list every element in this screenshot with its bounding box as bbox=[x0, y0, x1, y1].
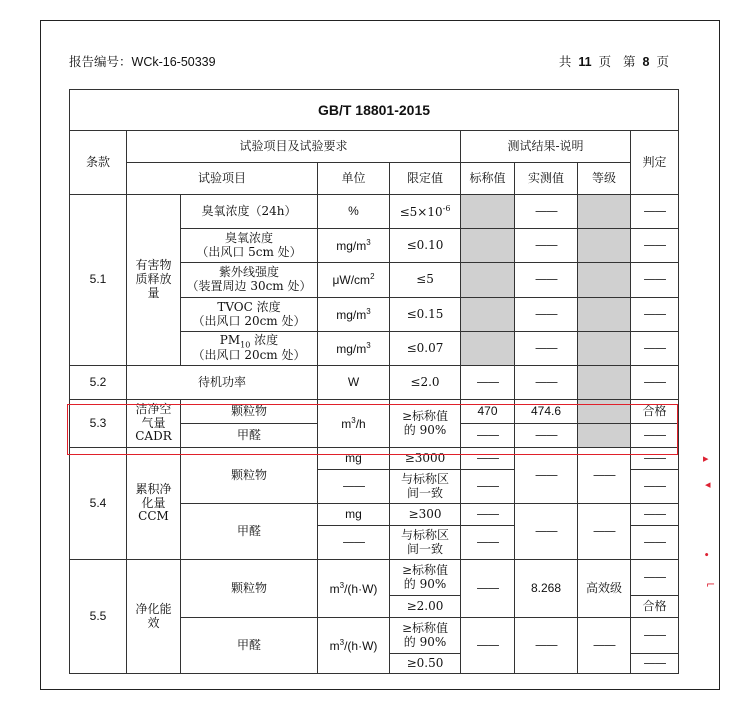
verdict-cell: —— bbox=[631, 654, 679, 674]
limit-cell: ≥300 bbox=[390, 504, 461, 526]
nominal-cell: 470 bbox=[461, 400, 515, 424]
nominal-cell bbox=[461, 298, 515, 332]
unit-cell bbox=[318, 618, 390, 674]
verdict-cell: —— bbox=[631, 366, 679, 400]
limit-cell: ≤0.10 bbox=[390, 229, 461, 263]
nominal-cell bbox=[461, 195, 515, 229]
unit-cell: mg bbox=[318, 448, 390, 470]
limit-cell: ≤5 bbox=[390, 263, 461, 298]
item-text: TVOC 浓度 bbox=[217, 299, 281, 314]
unit-exponent: 3 bbox=[366, 340, 371, 350]
grade-cell bbox=[578, 298, 631, 332]
measured-cell: —— bbox=[515, 618, 578, 674]
limit-cell: ≤2.0 bbox=[390, 366, 461, 400]
item-cell bbox=[181, 263, 318, 298]
item-subscript: 10 bbox=[240, 340, 251, 350]
item-cell: 甲醛 bbox=[181, 424, 318, 448]
limit-cell: 与标称区间一致 bbox=[390, 526, 461, 560]
limit-cell: ≥标称值的 90% bbox=[390, 618, 461, 654]
clause-cell: 5.1 bbox=[70, 195, 127, 366]
item-cell: 甲醛 bbox=[181, 618, 318, 674]
total-suffix: 页 bbox=[598, 54, 612, 69]
item-cell: 颗粒物 bbox=[181, 448, 318, 504]
report-number-label: 报告编号： bbox=[69, 54, 132, 69]
verdict-cell: 合格 bbox=[631, 400, 679, 424]
item-text: 臭氧浓度（24h） bbox=[201, 203, 297, 218]
header-limit: 限定值 bbox=[390, 163, 461, 195]
unit-exponent: 3 bbox=[339, 580, 345, 590]
measured-cell: —— bbox=[515, 366, 578, 400]
category-cell: 净化能效 bbox=[127, 560, 181, 674]
unit-text: m bbox=[329, 581, 340, 596]
stamp-mark: ▸ bbox=[703, 452, 709, 465]
grade-cell: —— bbox=[578, 448, 631, 504]
clause-cell: 5.3 bbox=[70, 400, 127, 448]
table-row bbox=[70, 366, 679, 400]
clause-cell: 5.2 bbox=[70, 366, 127, 400]
limit-cell: ≥标称值的 90% bbox=[390, 560, 461, 596]
verdict-cell: —— bbox=[631, 229, 679, 263]
header-grade: 等级 bbox=[578, 163, 631, 195]
item-text: 紫外线强度 bbox=[218, 265, 279, 280]
unit-exponent: 3 bbox=[351, 415, 356, 425]
verdict-cell: —— bbox=[631, 470, 679, 504]
unit-cell: W bbox=[318, 366, 390, 400]
measured-cell: —— bbox=[515, 195, 578, 229]
unit-cell bbox=[318, 298, 390, 332]
stamp-mark: ⌐ bbox=[706, 578, 716, 591]
item-text-tail: 浓度 bbox=[250, 332, 279, 347]
report-number bbox=[69, 52, 216, 70]
unit-cell: —— bbox=[318, 470, 390, 504]
item-cell: 颗粒物 bbox=[181, 560, 318, 618]
limit-cell: ≤0.15 bbox=[390, 298, 461, 332]
standard-title: GB/T 18801-2015 bbox=[70, 90, 679, 131]
unit-cell: —— bbox=[318, 526, 390, 560]
nominal-cell: —— bbox=[461, 470, 515, 504]
measured-cell: —— bbox=[515, 332, 578, 366]
nominal-cell: —— bbox=[461, 504, 515, 526]
measured-cell: —— bbox=[515, 448, 578, 504]
limit-exponent: -6 bbox=[442, 203, 451, 213]
verdict-cell: —— bbox=[631, 424, 679, 448]
limit-cell: ≥3000 bbox=[390, 448, 461, 470]
category-cell: 有害物质释放量 bbox=[127, 195, 181, 366]
nominal-cell: —— bbox=[461, 424, 515, 448]
header-nominal: 标称值 bbox=[461, 163, 515, 195]
limit-cell: 与标称区间一致 bbox=[390, 470, 461, 504]
item-text: PM bbox=[219, 332, 241, 347]
measured-cell: 8.268 bbox=[515, 560, 578, 618]
table-row bbox=[70, 448, 679, 470]
limit-cell: ≥0.50 bbox=[390, 654, 461, 674]
unit-text: m bbox=[341, 416, 352, 431]
table-row bbox=[70, 195, 679, 229]
verdict-cell: —— bbox=[631, 618, 679, 654]
verdict-cell: —— bbox=[631, 504, 679, 526]
report-number-value: WCk-16-50339 bbox=[131, 55, 216, 69]
header-clause: 条款 bbox=[70, 131, 127, 195]
item-cell bbox=[181, 332, 318, 366]
nominal-cell bbox=[461, 332, 515, 366]
verdict-cell: —— bbox=[631, 448, 679, 470]
unit-text: m bbox=[329, 638, 340, 653]
measured-cell: —— bbox=[515, 424, 578, 448]
grade-cell: —— bbox=[578, 618, 631, 674]
verdict-cell: 合格 bbox=[631, 596, 679, 618]
grade-cell bbox=[578, 195, 631, 229]
unit-exponent: 3 bbox=[339, 637, 345, 647]
measured-cell: —— bbox=[515, 229, 578, 263]
unit-cell bbox=[318, 560, 390, 618]
header-measured: 实测值 bbox=[515, 163, 578, 195]
nominal-cell: —— bbox=[461, 526, 515, 560]
item-subtext: （出风口 5cm 处） bbox=[196, 244, 302, 259]
test-results-table bbox=[69, 89, 679, 674]
measured-cell: —— bbox=[515, 298, 578, 332]
limit-cell: ≤0.07 bbox=[390, 332, 461, 366]
verdict-cell: —— bbox=[631, 526, 679, 560]
unit-cell: mg bbox=[318, 504, 390, 526]
table-row bbox=[70, 400, 679, 424]
grade-cell: —— bbox=[578, 504, 631, 560]
limit-text: ≤5×10 bbox=[399, 204, 443, 219]
limit-cell: ≥标称值的 90% bbox=[390, 400, 461, 448]
limit-cell bbox=[390, 195, 461, 229]
table-row bbox=[70, 560, 679, 596]
measured-cell: 474.6 bbox=[515, 400, 578, 424]
unit-cell bbox=[318, 332, 390, 366]
item-subtext: （出风口 20cm 处） bbox=[192, 348, 306, 363]
item-cell: 待机功率 bbox=[127, 366, 318, 400]
stamp-mark: ◂ bbox=[705, 478, 711, 491]
header-results-group: 测试结果-说明 bbox=[461, 131, 631, 163]
header-item: 试验项目 bbox=[127, 163, 318, 195]
item-cell bbox=[181, 229, 318, 263]
unit-text: mg/m bbox=[336, 341, 367, 356]
measured-cell: —— bbox=[515, 263, 578, 298]
grade-cell bbox=[578, 366, 631, 400]
report-page bbox=[40, 20, 720, 690]
total-pages: 11 bbox=[578, 55, 592, 69]
nominal-cell: —— bbox=[461, 366, 515, 400]
measured-cell: —— bbox=[515, 504, 578, 560]
item-cell bbox=[181, 298, 318, 332]
clause-cell: 5.4 bbox=[70, 448, 127, 560]
limit-cell: ≥2.00 bbox=[390, 596, 461, 618]
grade-cell bbox=[578, 424, 631, 448]
verdict-cell: —— bbox=[631, 195, 679, 229]
verdict-cell: —— bbox=[631, 560, 679, 596]
unit-exponent: 2 bbox=[370, 272, 375, 282]
page-prefix: 第 bbox=[623, 54, 636, 69]
nominal-cell bbox=[461, 229, 515, 263]
nominal-cell: —— bbox=[461, 618, 515, 674]
unit-cell bbox=[318, 263, 390, 298]
item-subtext: （出风口 20cm 处） bbox=[192, 313, 306, 328]
page-indicator bbox=[559, 52, 669, 70]
total-prefix: 共 bbox=[558, 54, 572, 69]
page-suffix: 页 bbox=[656, 54, 669, 69]
grade-cell bbox=[578, 400, 631, 424]
verdict-cell: —— bbox=[631, 332, 679, 366]
nominal-cell: —— bbox=[461, 560, 515, 618]
header-items-group: 试验项目及试验要求 bbox=[127, 131, 461, 163]
grade-cell bbox=[578, 332, 631, 366]
unit-cell bbox=[318, 400, 390, 448]
item-cell bbox=[181, 195, 318, 229]
grade-cell: 高效级 bbox=[578, 560, 631, 618]
header-verdict: 判定 bbox=[631, 131, 679, 195]
stamp-mark: ∙ bbox=[704, 548, 710, 561]
unit-exponent: 3 bbox=[366, 237, 371, 247]
item-text: 臭氧浓度 bbox=[224, 230, 273, 245]
unit-text: mg/m bbox=[336, 238, 367, 253]
page-number: 8 bbox=[642, 55, 650, 69]
unit-tail: /(h·W) bbox=[344, 581, 378, 596]
nominal-cell: —— bbox=[461, 448, 515, 470]
verdict-cell: —— bbox=[631, 298, 679, 332]
unit-cell: % bbox=[318, 195, 390, 229]
header-unit: 单位 bbox=[318, 163, 390, 195]
clause-cell: 5.5 bbox=[70, 560, 127, 674]
category-cell: 洁净空气量 CADR bbox=[127, 400, 181, 448]
unit-tail: /h bbox=[355, 416, 366, 431]
item-subtext: （装置周边 30cm 处） bbox=[186, 279, 312, 293]
category-cell: 累积净化量 CCM bbox=[127, 448, 181, 560]
unit-tail: /(h·W) bbox=[344, 638, 378, 653]
unit-cell bbox=[318, 229, 390, 263]
unit-text: mg/m bbox=[336, 307, 367, 322]
unit-exponent: 3 bbox=[366, 306, 371, 316]
unit-text: μW/cm bbox=[332, 273, 371, 288]
verdict-cell: —— bbox=[631, 263, 679, 298]
grade-cell bbox=[578, 229, 631, 263]
item-cell: 颗粒物 bbox=[181, 400, 318, 424]
nominal-cell bbox=[461, 263, 515, 298]
item-cell: 甲醛 bbox=[181, 504, 318, 560]
grade-cell bbox=[578, 263, 631, 298]
